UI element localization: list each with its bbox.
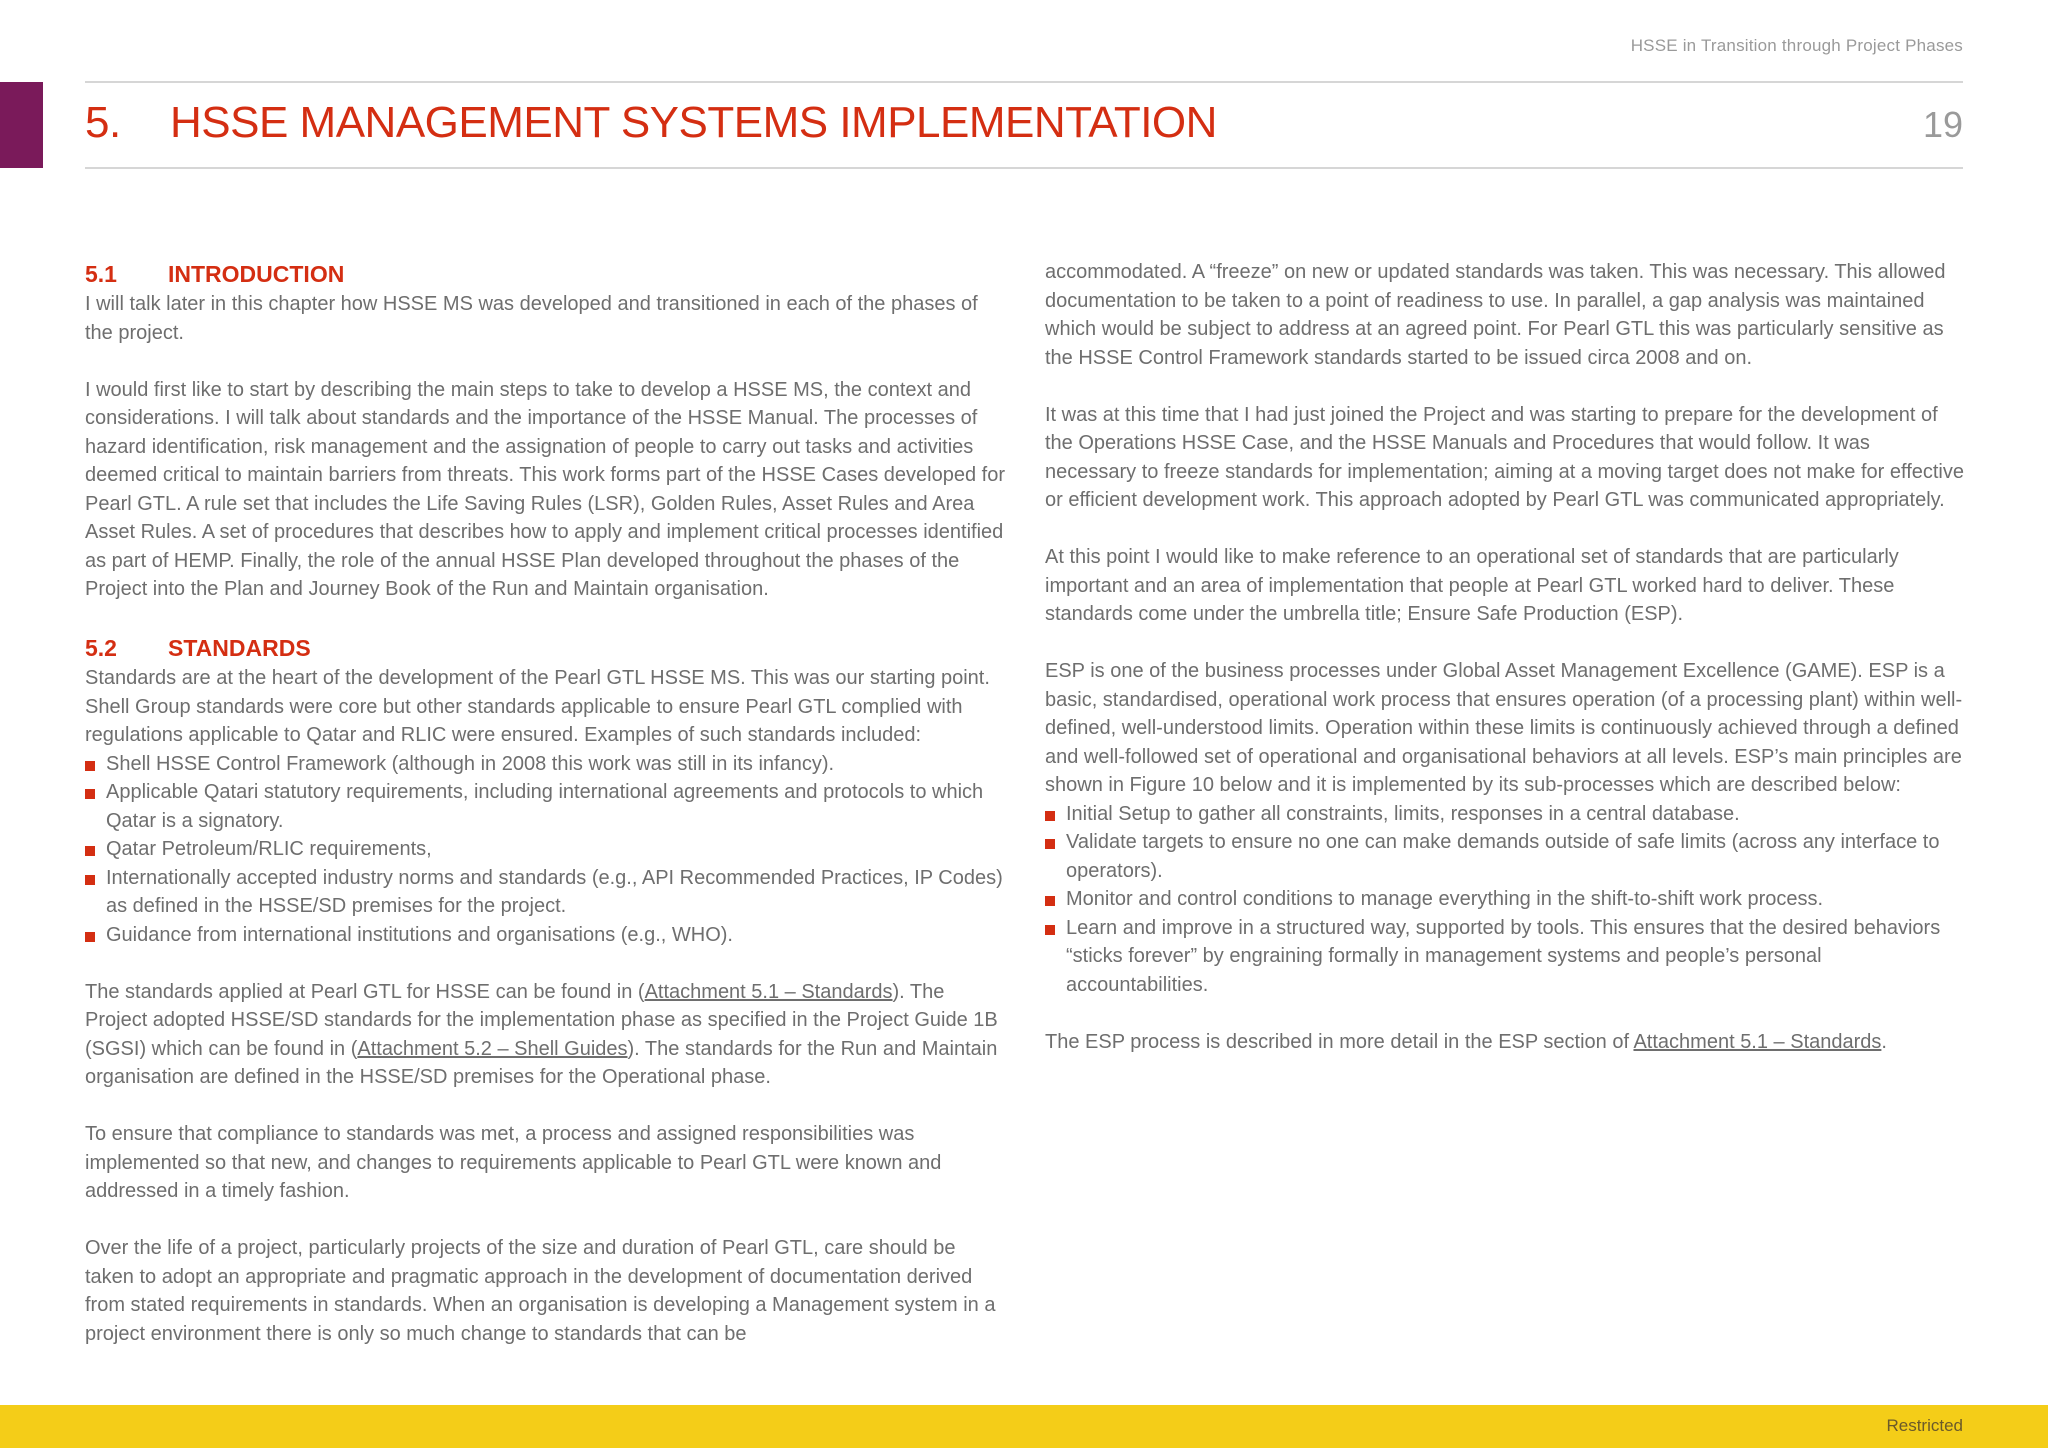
list-item: Guidance from international institutions and organisations (e.g., WHO).: [85, 921, 1005, 950]
chapter-number: 5.: [85, 98, 121, 147]
attachment-5-2-link[interactable]: Attachment 5.2 – Shell Guides: [357, 1037, 628, 1060]
intro-paragraph-1: I will talk later in this chapter how HSSE MS was developed and transitioned in each of the phases of the project.: [85, 293, 978, 344]
section-heading-standards: [85, 632, 1005, 664]
footer-bar: [0, 1405, 2048, 1448]
right-paragraph-1: accommodated. A “freeze” on new or updated standards was taken. This was necessary. This allowed documentation to be taken to a point of readiness to use. In parallel, a gap analysis was maintained which would be subject to address at an agreed point. For Pearl GTL this was particularly sensitive as the HSSE Control Framework standards started to be issued circa 2008 and on.: [1045, 261, 1946, 369]
left-column: [85, 258, 1005, 1377]
section-number: 5.1: [85, 261, 117, 287]
esp-bullet-list: [1045, 800, 1965, 1000]
chapter-title-text: HSSE MANAGEMENT SYSTEMS IMPLEMENTATION: [170, 98, 1217, 147]
list-item: Initial Setup to gather all constraints, limits, responses in a central database.: [1045, 800, 1965, 829]
standards-paragraph-2: [85, 978, 1005, 1092]
header-top-rule: [85, 81, 1963, 83]
intro-paragraph-2: I would first like to start by describing the main steps to take to develop a HSSE MS, the context and considerations. I will talk about standards and the importance of the HSSE Manual. The processes of hazard identification, risk management and the assignation of people to carry out tasks and activities deemed critical to maintain barriers from threats. This work forms part of the HSSE Cases developed for Pearl GTL. A rule set that includes the Life Saving Rules (LSR), Golden Rules, Asset Rules and Area Asset Rules. A set of procedures that describes how to apply and implement critical processes identified as part of HEMP. Finally, the role of the annual HSSE Plan developed throughout the phases of the Project into the Plan and Journey Book of the Run and Maintain organisation.: [85, 378, 1006, 600]
page-number: 19: [1922, 104, 1963, 145]
list-item: Qatar Petroleum/RLIC requirements,: [85, 835, 1005, 864]
list-item: Validate targets to ensure no one can make demands outside of safe limits (across any interface to operators).: [1045, 828, 1965, 885]
text-fragment: The ESP process is described in more detail in the ESP section of: [1045, 1030, 1634, 1053]
section-number: 5.2: [85, 635, 117, 661]
section-heading-introduction: [85, 258, 1005, 290]
section-title: INTRODUCTION: [168, 261, 345, 287]
section-title: STANDARDS: [168, 635, 311, 661]
standards-paragraph-1: Standards are at the heart of the development of the Pearl GTL HSSE MS. This was our starting point. Shell Group standards were core but other standards applicable to ensure Pearl GTL complied with regulations applicable to Qatar and RLIC were ensured. Examples of such standards included:: [85, 667, 990, 746]
list-item: Learn and improve in a structured way, supported by tools. This ensures that the desired behaviors “sticks forever” by engraining formally in management systems and people’s personal accountabilities.: [1045, 914, 1965, 1000]
text-fragment: ). The Project adopted HSSE/SD standards for the implementation phase as specified in the Project Guide 1B (SGSI) which can be found in (: [85, 980, 998, 1060]
standards-bullet-list: [85, 750, 1005, 950]
text-fragment: The standards applied at Pearl GTL for HSSE can be found in (: [85, 980, 645, 1003]
list-item: Monitor and control conditions to manage everything in the shift-to-shift work process.: [1045, 885, 1965, 914]
header-bottom-rule: [85, 167, 1963, 169]
right-paragraph-2: It was at this time that I had just joined the Project and was starting to prepare for the development of the Operations HSSE Case, and the HSSE Manuals and Procedures that would follow. It was necessary to freeze standards for implementation; aiming at a moving target does not make for effective or efficient development work. This approach adopted by Pearl GTL was communicated appropriately.: [1045, 403, 1964, 511]
attachment-5-1-link[interactable]: Attachment 5.1 – Standards: [1633, 1030, 1882, 1053]
list-item: Shell HSSE Control Framework (although in 2008 this work was still in its infancy).: [85, 750, 1005, 779]
standards-paragraph-3: To ensure that compliance to standards was met, a process and assigned responsibilities was implemented so that new, and changes to requirements applicable to Pearl GTL were known and addressed in a timely fashion.: [85, 1123, 942, 1202]
standards-paragraph-4: Over the life of a project, particularly projects of the size and duration of Pearl GTL, care should be taken to adopt an appropriate and pragmatic approach in the development of documentation derived from stated requirements in standards. When an organisation is developing a Management system in a project environment there is only so much change to standards that can be: [85, 1237, 996, 1345]
list-item: Internationally accepted industry norms and standards (e.g., API Recommended Practices, IP Codes) as defined in the HSSE/SD premises for the project.: [85, 864, 1005, 921]
right-paragraph-4: ESP is one of the business processes under Global Asset Management Excellence (GAME). ESP is a basic, standardised, operational work process that ensures operation (of a processing plant) within well-defined, well-understood limits. Operation within these limits is continuously achieved through a defined and well-followed set of operational and organisational behaviors at all levels. ESP’s main principles are shown in Figure 10 below and it is implemented by its sub-processes which are described below:: [1045, 660, 1963, 796]
chapter-title: [85, 98, 1217, 148]
text-fragment: ). The standards for the Run and Maintain organisation are defined in the HSSE/SD premises for the Operational phase.: [85, 1037, 998, 1088]
running-head: HSSE in Transition through Project Phases: [1630, 36, 1963, 55]
right-paragraph-5: [1045, 1028, 1965, 1057]
list-item: Applicable Qatari statutory requirements, including international agreements and protocols to which Qatar is a signatory.: [85, 778, 1005, 835]
attachment-5-1-link[interactable]: Attachment 5.1 – Standards: [644, 980, 893, 1003]
right-column: [1045, 258, 1965, 1085]
text-fragment: .: [1881, 1030, 1887, 1053]
classification-label: Restricted: [1886, 1416, 1963, 1435]
right-paragraph-3: At this point I would like to make reference to an operational set of standards that are particularly important and an area of implementation that people at Pearl GTL worked hard to deliver. These standards come under the umbrella title; Ensure Safe Production (ESP).: [1045, 546, 1899, 625]
chapter-accent-block: [0, 82, 43, 168]
